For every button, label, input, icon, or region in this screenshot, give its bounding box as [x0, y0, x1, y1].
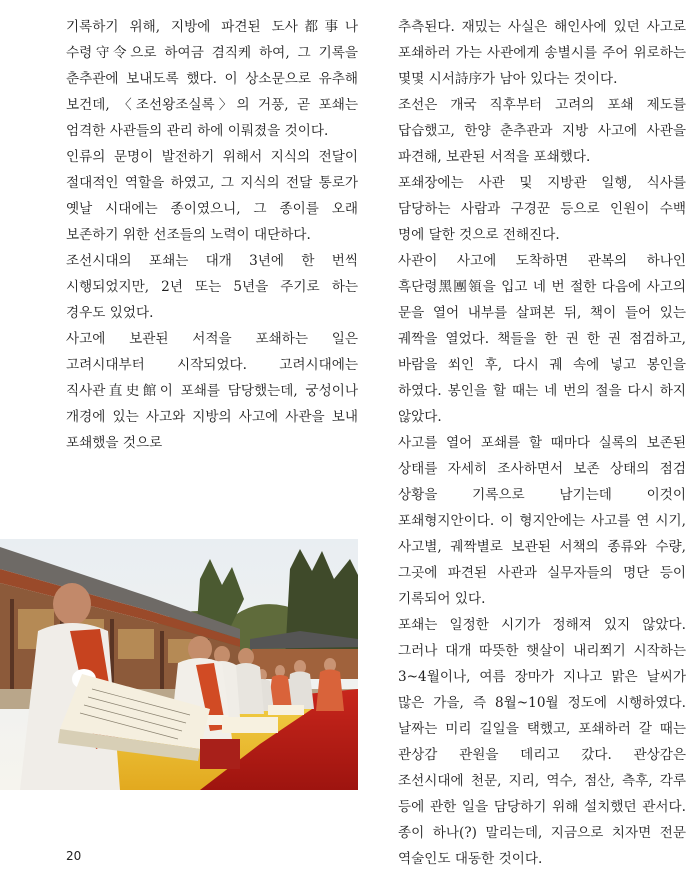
paragraph: 인류의 문명이 발전하기 위해서 지식의 전달이 절대적인 역할을 하였고, 그 지식의 전달 통로가 옛날 시대에는 종이였으니, 그 종이를 오래 보존하기 위한 선조들의 노력이 대단하다. — [66, 149, 358, 243]
left-column — [66, 14, 358, 456]
monks-airing-books-photo — [0, 539, 358, 790]
paragraph: 사고를 열어 포쇄를 할 때마다 실록의 보존된 상태를 자세히 조사하면서 보존 상태의 점검 상황을 기록으로 남기는데 이것이 포쇄형지안이다. 이 형지안에는 사고를 연 시기, 사고별, 궤짝별로 보관된 서책의 종류와 수량, 그곳에 파견된 사관과 실무자들의 명단 등이 기록되어 있다. — [398, 435, 686, 607]
paragraph: 사고에 보관된 서적을 포쇄하는 일은 고려시대부터 시작되었다. 고려시대에는 직사관直史館이 포쇄를 담당했는데, 궁성이나 개경에 있는 사고와 지방의 사고에 사관을 보내 포쇄했을 것으로 — [66, 331, 358, 451]
paragraph: 기록하기 위해, 지방에 파견된 도사都事나 수령守令으로 하여금 겸직케 하여, 그 기록을 춘추관에 보내도록 했다. 이 상소문으로 유추해 보건데, 〈조선왕조실록〉의 거풍, 곧 포쇄는 엄격한 사관들의 관리 하에 이뤄졌을 것이다. — [66, 19, 358, 139]
page-number: 20 — [66, 849, 82, 863]
paragraph: 추측된다. 재밌는 사실은 해인사에 있던 사고로 포쇄하러 가는 사관에게 송별시를 주어 위로하는 몇몇 시서詩序가 남아 있다는 것이다. — [398, 19, 686, 87]
right-column — [398, 14, 686, 872]
paragraph: 조선시대의 포쇄는 대개 3년에 한 번씩 시행되었지만, 2년 또는 5년을 주기로 하는 경우도 있었다. — [66, 253, 358, 321]
paragraph: 조선은 개국 직후부터 고려의 포쇄 제도를 답습했고, 한양 춘추관과 지방 사고에 사관을 파견해, 보관된 서적을 포쇄했다. — [398, 97, 686, 165]
paragraph: 포쇄는 일정한 시기가 정해져 있지 않았다. 그러나 대개 따뜻한 햇살이 내리쬐기 시작하는 3~4월이나, 여름 장마가 지나고 맑은 날씨가 많은 가을, 즉 8월~10월 정도에 시행하였다. 날짜는 미리 길일을 택했고, 포쇄하러 갈 때는 관상감 관원을 데리고 갔다. 관상감은 조선시대에 천문, 지리, 역수, 점산, 측후, 각루 등에 관한 일을 담당하기 위해 설치했던 관서다. 종이 하나(?) 말리는데, 지금으로 치자면 전문 역술인도 대동한 것이다. — [398, 617, 686, 867]
paragraph: 포쇄장에는 사관 및 지방관 일행, 식사를 담당하는 사람과 구경꾼 등으로 인원이 수백 명에 달한 것으로 전해진다. — [398, 175, 686, 243]
paragraph: 사관이 사고에 도착하면 관복의 하나인 흑단령黑團領을 입고 네 번 절한 다음에 사고의 문을 열어 내부를 살펴본 뒤, 책이 들어 있는 궤짝을 열었다. 책들을 한 권 한 권 점검하고, 바람을 쐬인 후, 다시 궤 속에 넣고 봉인을 하였다. 봉인을 할 때는 네 번의 절을 다시 하지 않았다. — [398, 253, 686, 425]
